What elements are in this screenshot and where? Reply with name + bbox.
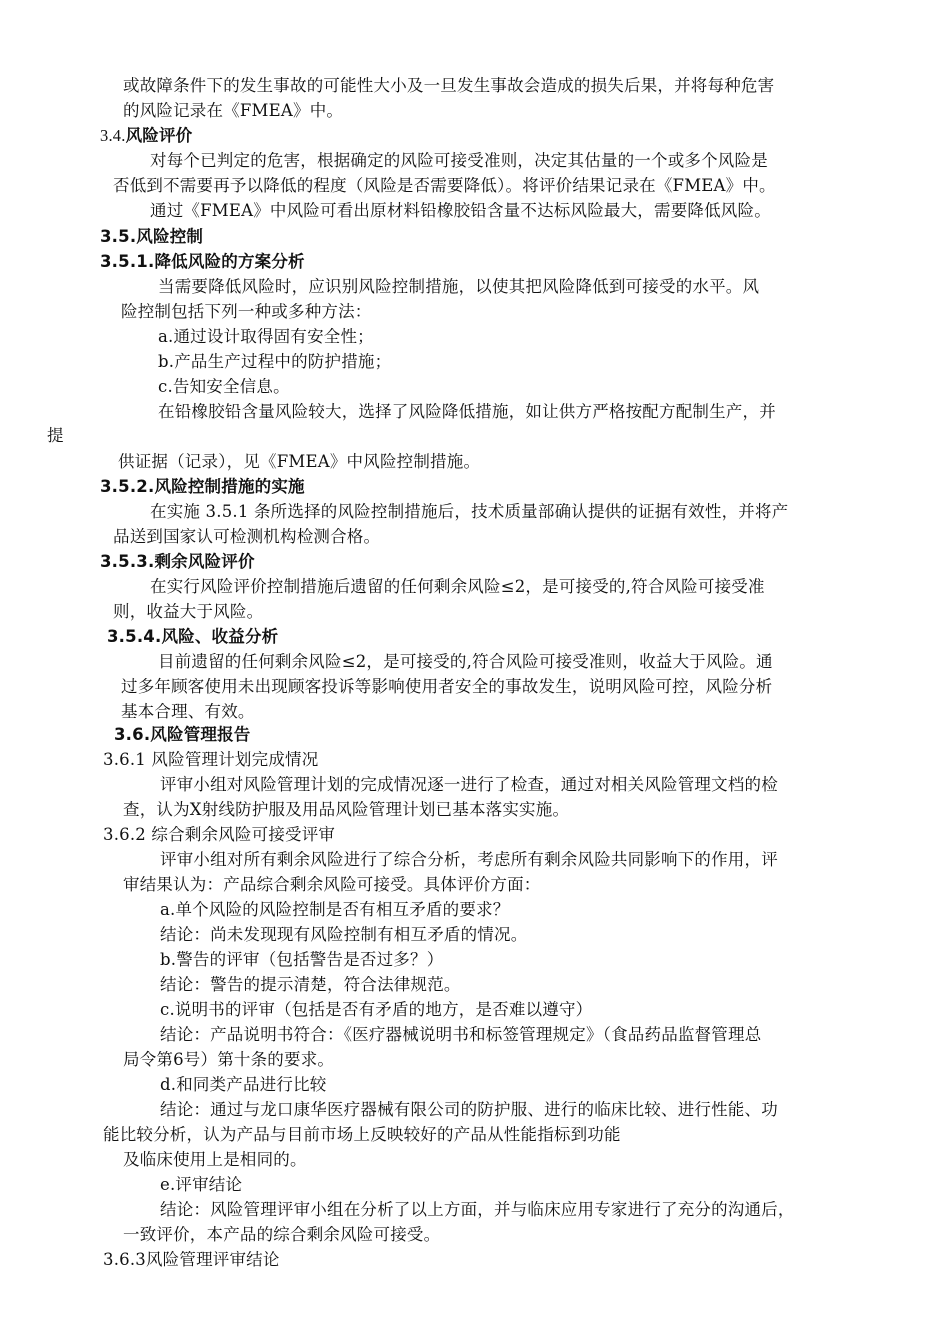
body-text-line: 在实行风险评价控制措施后遗留的任何剩余风险≤2，是可接受的,符合风险可接受准: [150, 577, 765, 596]
list-item: e.评审结论: [160, 1175, 243, 1194]
section-heading-3-5-3: 3.5.3.剩余风险评价: [100, 552, 255, 571]
list-item: a.通过设计取得固有安全性；: [158, 327, 374, 346]
section-title: 风险评价: [125, 126, 193, 145]
list-item: c.说明书的评审（包括是否有矛盾的地方，是否难以遵守）: [160, 1000, 593, 1019]
body-text-line: 能比较分析，认为产品与目前市场上反映较好的产品从性能指标到功能: [103, 1125, 621, 1144]
body-text-line: 当需要降低风险时，应识别风险控制措施，以使其把风险降低到可接受的水平。风: [158, 277, 760, 296]
conclusion-line: 结论：风险管理评审小组在分析了以上方面，并与临床应用专家进行了充分的沟通后，: [160, 1200, 795, 1219]
body-text-line: 评审小组对风险管理计划的完成情况逐一进行了检查，通过对相关风险管理文档的检: [160, 775, 778, 794]
body-text-line: 的风险记录在《FMEA》中。: [123, 101, 344, 120]
subsection-heading-3-6-1: 3.6.1 风险管理计划完成情况: [103, 750, 319, 769]
section-heading-3-5-2: 3.5.2.风险控制措施的实施: [100, 477, 305, 496]
body-text-line: 基本合理、有效。: [121, 702, 255, 721]
body-text-line: 则，收益大于风险。: [113, 602, 264, 621]
conclusion-line: 结论：尚未发现现有风险控制有相互矛盾的情况。: [160, 925, 528, 944]
section-heading-3-6: 3.6.风险管理报告: [114, 725, 251, 744]
list-item: b.产品生产过程中的防护措施；: [158, 352, 392, 371]
body-text-line: 在实施 3.5.1 条所选择的风险控制措施后，技术质量部确认提供的证据有效性，并将产: [150, 502, 789, 521]
subsection-heading-3-6-2: 3.6.2 综合剩余风险可接受评审: [103, 825, 336, 844]
body-text-line: 及临床使用上是相同的。: [123, 1150, 307, 1169]
list-item: a.单个风险的风险控制是否有相互矛盾的要求？: [160, 900, 510, 919]
body-text-line: 局令第6号）第十条的要求。: [123, 1050, 335, 1069]
conclusion-line: 结论：产品说明书符合：《医疗器械说明书和标签管理规定》（食品药品监督管理总: [160, 1025, 762, 1044]
body-text-line: 或故障条件下的发生事故的可能性大小及一旦发生事故会造成的损失后果，并将每种危害: [123, 76, 775, 95]
list-item: c.告知安全信息。: [158, 377, 290, 396]
body-text-line: 评审小组对所有剩余风险进行了综合分析，考虑所有剩余风险共同影响下的作用，评: [160, 850, 778, 869]
section-heading-3-5: 3.5.风险控制: [100, 227, 204, 246]
list-item: d.和同类产品进行比较: [160, 1075, 327, 1094]
body-text-line: 过多年顾客使用未出现顾客投诉等影响使用者安全的事故发生，说明风险可控，风险分析: [121, 677, 773, 696]
body-text-line: 品送到国家认可检测机构检测合格。: [113, 527, 381, 546]
subsection-heading-3-6-3: 3.6.3风险管理评审结论: [103, 1250, 280, 1269]
section-number: 3.4.: [100, 126, 126, 145]
body-text-line: 目前遗留的任何剩余风险≤2，是可接受的,符合风险可接受准则，收益大于风险。通: [158, 652, 773, 671]
body-text-line: 通过《FMEA》中风险可看出原材料铅橡胶铅含量不达标风险最大，需要降低风险。: [150, 201, 771, 220]
body-text-line: 对每个已判定的危害，根据确定的风险可接受准则，决定其估量的一个或多个风险是: [150, 151, 768, 170]
body-text-line: 一致评价，本产品的综合剩余风险可接受。: [123, 1225, 441, 1244]
section-heading-3-4: [100, 124, 192, 148]
list-item: b.警告的评审（包括警告是否过多？）: [160, 950, 444, 969]
body-text-line: 审结果认为：产品综合剩余风险可接受。具体评价方面：: [123, 875, 541, 894]
body-text-line: 险控制包括下列一种或多种方法：: [121, 302, 372, 321]
body-text-line: 查，认为X射线防护服及用品风险管理计划已基本落实实施。: [123, 800, 570, 819]
body-text-line: 否低到不需要再予以降低的程度（风险是否需要降低）。将评价结果记录在《FMEA》中。: [113, 176, 776, 195]
conclusion-line: 结论：警告的提示清楚，符合法律规范。: [160, 975, 461, 994]
section-heading-3-5-4: 3.5.4.风险、收益分析: [107, 627, 279, 646]
body-text-line: 供证据（记录），见《FMEA》中风险控制措施。: [118, 452, 481, 471]
conclusion-line: 结论：通过与龙口康华医疗器械有限公司的防护服、进行的临床比较、进行性能、功: [160, 1100, 778, 1119]
body-text-line: 提: [47, 426, 64, 445]
body-text-line: 在铅橡胶铅含量风险较大，选择了风险降低措施，如让供方严格按配方配制生产，并: [158, 402, 776, 421]
section-heading-3-5-1: 3.5.1.降低风险的方案分析: [100, 252, 305, 271]
